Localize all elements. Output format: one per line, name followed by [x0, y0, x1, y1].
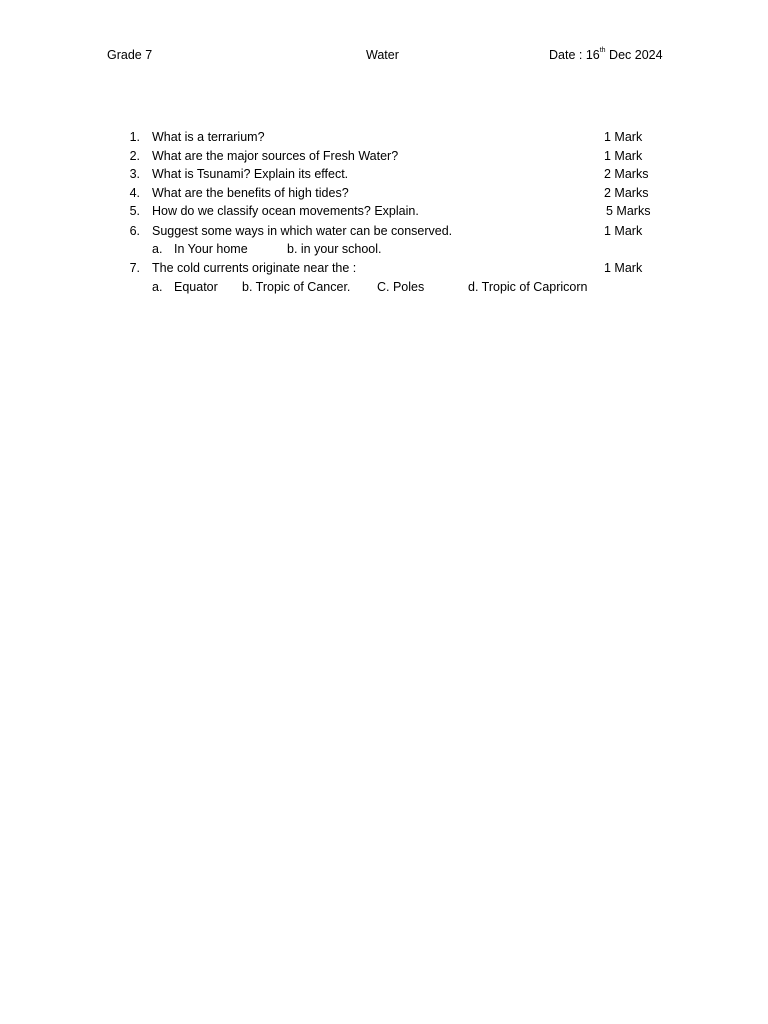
question-number: 3.	[129, 167, 140, 181]
question-text: What is a terrarium?	[152, 130, 265, 144]
option-text: b. in your school.	[287, 242, 382, 256]
option-text: d. Tropic of Capricorn	[468, 280, 588, 294]
question-marks: 1 Mark	[604, 130, 643, 144]
question-marks: 5 Marks	[606, 204, 651, 218]
question-marks: 2 Marks	[604, 186, 649, 200]
option-text: C. Poles	[377, 280, 425, 294]
question-number: 6.	[129, 224, 140, 238]
question-marks: 1 Mark	[604, 149, 643, 163]
question-marks: 2 Marks	[604, 167, 649, 181]
date-prefix: Date : 16	[549, 48, 600, 62]
option-letter: a.	[152, 280, 163, 294]
question-text: How do we classify ocean movements? Explain.	[152, 204, 419, 218]
question-marks: 1 Mark	[604, 224, 643, 238]
question-marks: 1 Mark	[604, 261, 643, 275]
option-text: Equator	[174, 280, 218, 294]
date-label	[549, 49, 663, 62]
question-number: 7.	[129, 261, 140, 275]
question-text: Suggest some ways in which water can be conserved.	[152, 224, 453, 238]
grade-label: Grade 7	[107, 48, 153, 62]
question-number: 2.	[129, 149, 140, 163]
question-number: 4.	[129, 186, 140, 200]
question-text: What is Tsunami? Explain its effect.	[152, 167, 349, 181]
question-text: What are the major sources of Fresh Water?	[152, 149, 399, 163]
option-text: In Your home	[174, 242, 248, 256]
option-text: b. Tropic of Cancer.	[242, 280, 351, 294]
question-number: 1.	[129, 130, 140, 144]
subject-title: Water	[366, 48, 399, 62]
question-text: The cold currents originate near the :	[152, 261, 357, 275]
option-letter: a.	[152, 242, 163, 256]
question-number: 5.	[129, 204, 140, 218]
date-ordinal-suffix: th	[599, 47, 606, 54]
question-text: What are the benefits of high tides?	[152, 186, 349, 200]
date-suffix: Dec 2024	[605, 48, 663, 62]
